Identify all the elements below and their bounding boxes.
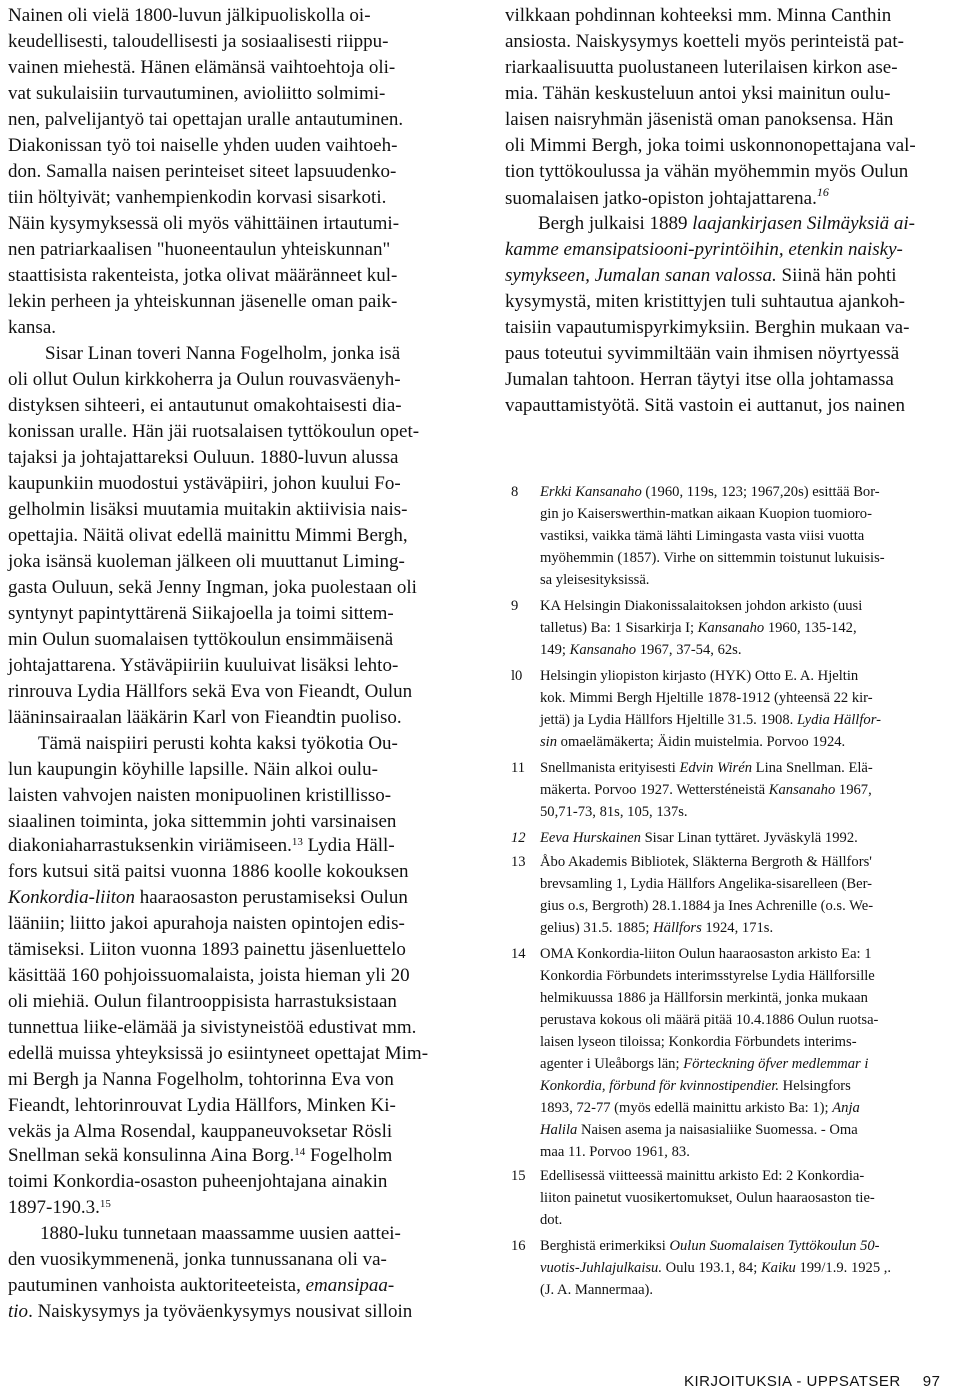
left-line-37: tämiseksi. Liiton vuonna 1893 painettu jäsenluettelo: [8, 939, 406, 960]
left-line-21: opettajia. Näitä olivat edellä mainittu Mimmi Bergh,: [8, 525, 408, 546]
left-line-31: laisten vahvojen naisten monipuolinen kristillisso-: [8, 785, 392, 806]
footnote-line: [540, 1239, 880, 1254]
footnote-italic: sin: [540, 734, 558, 750]
right-line-8-text: suomalaisen jatko-opiston johtajattarena.: [505, 188, 817, 209]
left-line-22: joka isänsä kuoleman jälkeen oli muuttanut Liming-: [8, 551, 405, 572]
left-line-26: johtajattarena. Ystäväpiiriin kuuluivat lisäksi lehto-: [8, 655, 399, 676]
left-line-32: siaalinen toiminta, joka sittemmin johti varsinaisen: [8, 811, 397, 832]
left-line-30: lun kaupungin köyhille lapsille. Näin alkoi oulu-: [8, 759, 378, 780]
footnote-line: (J. A. Mannermaa).: [540, 1282, 654, 1298]
footnote-line: brevsamling 1, Lydia Hällfors Angelika-sisarelleen (Ber-: [540, 876, 873, 892]
left-line-49: den vuosikymmenenä, jonka tunnussanana oli va-: [8, 1249, 387, 1270]
footnote-italic: Halila: [540, 1122, 578, 1138]
footnote-text: 1967, 37-54, 62s.: [636, 642, 742, 658]
right-line-6: oli Mimmi Bergh, joka toimi uskonnonopettajana val-: [505, 135, 916, 156]
left-line-4: vat sukulaisiin turvautuminen, avioliitto solmimi-: [8, 83, 386, 104]
left-line-50-text: pautuminen vanhoista auktoriteeteista,: [8, 1275, 306, 1296]
left-line-16: distyksen sihteeri, ei antautunut omakohtaisesti dia-: [8, 395, 402, 416]
footnote-line: [540, 761, 873, 776]
footnote-line: [540, 713, 881, 728]
right-line-16: vapauttamistyötä. Sitä vastoin ei auttanut, jos nainen: [505, 395, 905, 416]
page-footer: [684, 1374, 940, 1389]
footnote-line: Åbo Akademis Bibliotek, Släkterna Bergroth & Hällfors': [540, 854, 872, 870]
right-line-10: [505, 240, 903, 259]
left-line-50-italic: emansipaa-: [305, 1275, 395, 1296]
footnote-text: mäkerta. Porvoo 1927. Wettersténeistä: [540, 782, 769, 798]
running-title: KIRJOITUKSIA - UPPSATSER: [684, 1373, 901, 1390]
left-line-44: vekäs ja Alma Rosendal, kauppaneuvoksetar Rösli: [8, 1121, 393, 1142]
right-line-11-italic: symykseen, Jumalan sanan valossa.: [505, 265, 777, 286]
footnote-line: laisen lyseon tiloissa; Konkordia Förbundets interims-: [540, 1034, 857, 1050]
left-line-36: lääniin; liitto jakoi apurahoja naisten opintojen edis-: [8, 913, 405, 934]
footnote-text: 199/1.9. 1925 ,.: [795, 1260, 892, 1276]
right-line-9-text: Bergh julkaisi 1889: [538, 213, 693, 234]
footnote-italic: Oulun Suomalaisen Tyttökoulun 50-: [669, 1238, 880, 1254]
footnote-text: Helsingfors: [779, 1078, 851, 1094]
footnote-line: liiton painetut vuosikertomukset, Oulun haaraosaston tie-: [540, 1190, 875, 1206]
left-line-10: nen patriarkaalisen "huoneentaulun yhteiskunnan": [8, 239, 391, 260]
left-line-11: staattisista rakenteista, jotka olivat määränneet kul-: [8, 265, 398, 286]
footnote-italic: Eeva Hurskainen: [540, 830, 641, 846]
left-line-35-rest: haaraosaston perustamiseksi Oulun: [135, 887, 408, 908]
footnote-italic: Kaiku: [760, 1260, 796, 1276]
left-line-29: Tämä naispiiri perusti kohta kaksi työkotia Ou-: [38, 733, 398, 754]
footnote-line: [540, 1261, 891, 1276]
footnote-line: [540, 643, 742, 658]
footnote-text: jettä) ja Lydia Hällfors Hjeltille 31.5. 1908.: [540, 712, 797, 728]
footnote-ref-13: 13: [291, 836, 303, 848]
left-line-45-rest: Fogelholm: [305, 1145, 393, 1166]
left-line-14: Sisar Linan toveri Nanna Fogelholm, jonka isä: [45, 343, 401, 364]
footnote-number: 8: [511, 484, 519, 500]
left-line-17: konissan uralle. Hän jäi ruotsalaisen tyttökoulun opet-: [8, 421, 420, 442]
right-line-14: paus toteutui syvimmiltään vain ihmisen nöyrtyessä: [505, 343, 900, 364]
left-line-25: min Oulun suomalaisen tyttökoulun ensimmäisenä: [8, 629, 394, 650]
footnote-italic: Kansanaho: [768, 782, 836, 798]
footnote-number: 15: [511, 1168, 526, 1184]
left-line-9: Näin kysymyksessä oli myös vähittäinen irtautumi-: [8, 213, 400, 234]
footnote-line: Konkordia Förbundets interimsstyrelse Lydia Hällforsille: [540, 968, 875, 984]
left-line-3: vainen miehestä. Hänen elämänsä vaihtoehtoja oli-: [8, 57, 396, 78]
left-line-24: syntynyt papintyttärenä Siikajoella ja toimi sittem-: [8, 603, 394, 624]
footnote-text: Naisen asema ja naisasialiike Suomessa. - Oma: [577, 1122, 858, 1138]
left-line-51: [8, 1302, 412, 1321]
right-line-3: riarkaalisuutta puolustaneen luterilaisen kirkon ase-: [505, 57, 898, 78]
footnote-italic: vuotis-Juhlajulkaisu.: [540, 1260, 663, 1276]
footnote-number: 16: [511, 1238, 526, 1254]
footnote-ref-16: 16: [816, 185, 829, 199]
left-line-46: toimi Konkordia-osaston puheenjohtajana ainakin: [8, 1171, 388, 1192]
left-line-7: don. Samalla naisen perinteiset siteet lapsuudenko-: [8, 161, 397, 182]
footnote-line: vastiksi, vaikka tämä lähti Limingasta vasta viisi vuotta: [540, 528, 865, 544]
footnote-line: [540, 735, 845, 750]
footnote-line: Helsingin yliopiston kirjasto (HYK) Otto E. A. Hjeltin: [540, 668, 859, 684]
footnote-italic: Lydia Hällfor-: [796, 712, 881, 728]
footnote-line: sa yleisesityksissä.: [540, 572, 650, 588]
left-line-47-text: 1897-190.3.: [8, 1197, 100, 1218]
footnote-line: dot.: [540, 1212, 563, 1228]
footnote-line: [540, 485, 880, 500]
left-line-45-text: Snellman sekä konsulinna Aina Borg.: [8, 1145, 295, 1166]
footnote-line: [540, 1123, 858, 1138]
footnote-text: 1960, 135-142,: [764, 620, 857, 636]
footnote-line: [540, 831, 858, 846]
left-line-45: [8, 1146, 392, 1165]
footnote-text: Snellmanista erityisesti: [540, 760, 680, 776]
page-number: 97: [922, 1373, 941, 1390]
right-line-5: laisen naisryhmän jäsenistä oman panoksensa. Hän: [505, 109, 894, 130]
left-line-35-italic: Konkordia-liiton: [8, 887, 136, 908]
right-line-4: mia. Tähän keskusteluun antoi yksi mainitun oulu-: [505, 83, 891, 104]
footnote-text: (1960, 119s, 123; 1967,20s) esittää Bor-: [641, 484, 880, 500]
right-line-13: taisiin vapautumispyrkimyksiin. Berghin mukaan va-: [505, 317, 910, 338]
right-line-7: tion tyttökoulussa ja vähän myöhemmin myös Oulun: [505, 161, 909, 182]
footnote-text: gelius) 31.5. 1885;: [540, 920, 654, 936]
footnote-text: 1893, 72-77 (myös edellä mainittu arkisto Ba: 1);: [540, 1100, 833, 1116]
left-line-42: mi Bergh ja Nanna Fogelholm, tohtorinna Eva von: [8, 1069, 394, 1090]
left-line-8: tiin höltyivät; vanhempienkodin korvasi sisarkoti.: [8, 187, 387, 208]
right-line-1: vilkkaan pohdinnan kohteeksi mm. Minna Canthin: [505, 5, 892, 26]
left-line-33: [8, 836, 395, 855]
right-line-15: Jumalan tahtoon. Herran täytyi itse olla johtamassa: [505, 369, 894, 390]
left-line-39: oli miehiä. Oulun filantrooppisista harrastuksistaan: [8, 991, 397, 1012]
left-line-19: kaupunkiin muodostui ystäväpiiri, johon kuului Fo-: [8, 473, 401, 494]
footnote-text: Lina Snellman. Elä-: [752, 760, 873, 776]
right-line-10-italic: kamme emansipatsiooni-pyrintöihin, etenkin naisky-: [505, 239, 903, 260]
footnote-line: gius o.s, Bergroth) 28.1.1884 ja Ines Achrenille (o.s. We-: [540, 898, 874, 914]
footnote-italic: Konkordia, förbund för kvinnostipendier.: [540, 1078, 780, 1094]
footnote-text: omaelämäkerta; Äidin muistelmia. Porvoo 1924.: [557, 734, 846, 750]
left-line-50: [8, 1276, 394, 1295]
footnote-number: 12: [511, 830, 526, 846]
right-line-9: [538, 214, 915, 233]
footnote-italic: Hällfors: [653, 920, 702, 936]
left-line-28: lääninsairaalan lääkärin Karl von Fieandtin puoliso.: [8, 707, 402, 728]
footnote-italic: Anja: [832, 1100, 860, 1116]
left-line-6: Diakonissan työ toi naiselle yhden uuden vaihtoeh-: [8, 135, 398, 156]
footnote-text: agenter i Uleåborgs län;: [540, 1056, 684, 1072]
left-line-15: oli ollut Oulun kirkkoherra ja Oulun rouvasväenyh-: [8, 369, 401, 390]
footnote-italic: Erkki Kansanaho: [540, 484, 642, 500]
footnote-text: 149;: [540, 642, 570, 658]
left-line-1: Nainen oli vielä 1800-luvun jälkipuoliskolla oi-: [8, 5, 371, 26]
footnote-italic: Kansanaho: [569, 642, 637, 658]
right-line-9-italic: laajankirjasen Silmäyksiä ai-: [692, 213, 915, 234]
footnote-italic: Edvin Wirén: [679, 760, 752, 776]
footnote-line: [540, 783, 872, 798]
left-line-20: gelholmin lisäksi muutamia muitakin aktiivisia nais-: [8, 499, 408, 520]
right-line-12: kysymystä, miten kristittyjen tuli suhtautua ajankoh-: [505, 291, 906, 312]
left-line-47: [8, 1198, 111, 1217]
footnote-text: 1967,: [835, 782, 872, 798]
footnote-italic: Kansanaho: [697, 620, 765, 636]
footnote-text: 1924, 171s.: [701, 920, 774, 936]
left-line-13: kansa.: [8, 317, 57, 338]
left-line-51-italic: tio: [8, 1301, 29, 1322]
footnote-text: Berghistä erimerkiksi: [540, 1238, 670, 1254]
footnote-line: [540, 621, 857, 636]
footnote-number: l0: [511, 668, 523, 684]
footnote-line: myöhemmin (1857). Virhe on sittemmin toistunut lukuisis-: [540, 550, 885, 566]
footnote-line: [540, 921, 773, 936]
footnote-line: [540, 1079, 851, 1094]
footnote-line: helmikuussa 1886 ja Hällforsin merkintä, jonka mukaan: [540, 990, 868, 1006]
footnote-text: Sisar Linan tyttäret. Jyväskylä 1992.: [640, 830, 858, 846]
right-line-8: [505, 186, 829, 208]
footnote-number: 13: [511, 854, 526, 870]
footnote-text: Oulu 193.1, 84;: [662, 1260, 761, 1276]
left-line-2: keudellisesti, taloudellisesti ja sosiaalisesti riippu-: [8, 31, 389, 52]
footnote-text: talletus) Ba: 1 Sisarkirja I;: [540, 620, 698, 636]
footnote-line: 50,71-73, 81s, 105, 137s.: [540, 804, 688, 820]
footnote-italic: Förteckning öfver medlemmar i: [683, 1056, 869, 1072]
footnote-line: KA Helsingin Diakonissalaitoksen johdon arkisto (uusi: [540, 598, 863, 614]
footnote-number: 11: [511, 760, 526, 776]
footnote-ref-14: 14: [294, 1146, 306, 1158]
footnote-ref-15: 15: [99, 1198, 111, 1210]
left-line-33-text: diakoniaharrastuksenkin viriämiseen.: [8, 835, 292, 856]
left-line-23: gasta Ouluun, sekä Jenny Ingman, joka puolestaan oli: [8, 577, 417, 598]
left-line-33-rest: Lydia Häll-: [302, 835, 395, 856]
left-line-27: rinrouva Lydia Hällfors sekä Eva von Fieandt, Oulun: [8, 681, 413, 702]
left-line-12: lekin perheen ja yhteiskunnan jäsenelle oman paik-: [8, 291, 398, 312]
right-line-11: [505, 266, 897, 285]
left-line-41: edellä muissa yhteyksissä jo esiintyneet opettajat Mim-: [8, 1043, 429, 1064]
left-line-5: nen, palvelijantyö tai opettajan uralle antautuminen.: [8, 109, 404, 130]
footnote-line: perustava kokous oli määrä pitää 10.4.1886 Oulun ruotsa-: [540, 1012, 879, 1028]
footnote-number: 9: [511, 598, 519, 614]
footnote-line: maa 11. Porvoo 1961, 83.: [540, 1144, 690, 1160]
footnote-line: kok. Mimmi Bergh Hjeltille 1878-1912 (yhteensä 22 kir-: [540, 690, 873, 706]
left-line-43: Fieandt, lehtorinrouvat Lydia Hällfors, Minken Ki-: [8, 1095, 396, 1116]
footnote-line: [540, 1101, 860, 1116]
left-line-35: [8, 888, 408, 907]
left-line-51-rest: . Naiskysymys ja työväenkysymys nousivat silloin: [28, 1301, 413, 1322]
left-line-18: tajaksi ja johtajattareksi Ouluun. 1880-luvun alussa: [8, 447, 399, 468]
footnote-number: 14: [511, 946, 526, 962]
left-line-34: fors kutsui sitä paitsi vuonna 1886 koolle kokouksen: [8, 861, 409, 882]
footnote-line: gin jo Kaiserswerthin-matkan aikaan Kuopion tuomioro-: [540, 506, 872, 522]
left-line-40: tunnettua liike-elämää ja sivistyneistöä edustivat mm.: [8, 1017, 417, 1038]
footnote-line: Edellisessä viitteessä mainittu arkisto Ed: 2 Konkordia-: [540, 1168, 865, 1184]
left-line-38: käsittää 160 pohjoissuomalaista, joista hieman yli 20: [8, 965, 410, 986]
right-line-2: ansiosta. Naiskysymys koetteli myös perinteistä pat-: [505, 31, 904, 52]
footnote-line: OMA Konkordia-liiton Oulun haaraosaston arkisto Ea: 1: [540, 946, 872, 962]
footnote-line: [540, 1057, 868, 1072]
right-line-11-rest: Siinä hän pohti: [776, 265, 897, 286]
left-line-48: 1880-luku tunnetaan maassamme uusien aattei-: [40, 1223, 401, 1244]
